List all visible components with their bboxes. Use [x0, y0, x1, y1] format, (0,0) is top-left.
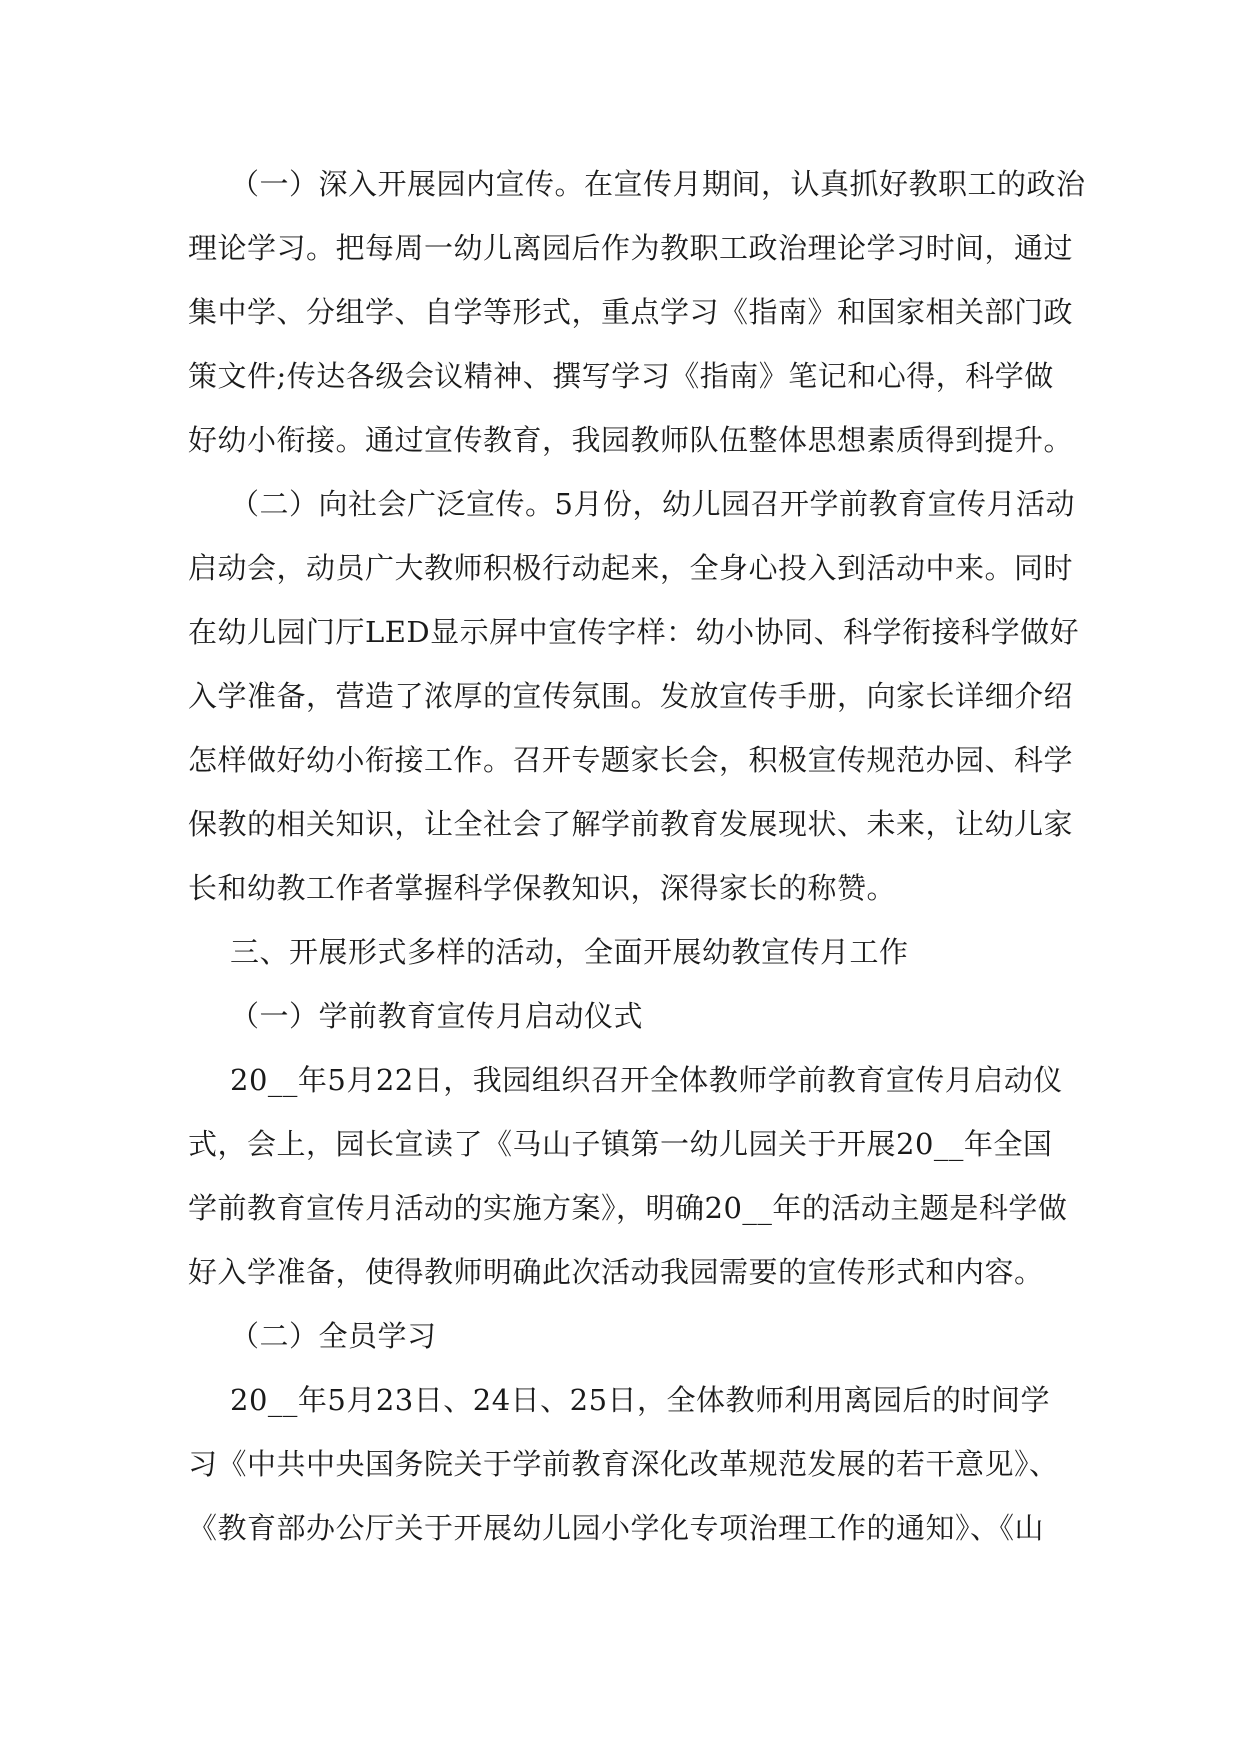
paragraph-line: 集中学、分组学、自学等形式，重点学习《指南》和国家相关部门政 — [188, 295, 1074, 329]
paragraph-line: 20__年5月23日、24日、25日，全体教师利用离园后的时间学 — [230, 1383, 1051, 1417]
section-heading: 三、开展形式多样的活动，全面开展幼教宣传月工作 — [230, 935, 909, 969]
paragraph-line: 学前教育宣传月活动的实施方案》，明确20__年的活动主题是科学做 — [188, 1191, 1068, 1225]
paragraph-line: 启动会，动员广大教师积极行动起来，全身心投入到活动中来。同时 — [188, 551, 1074, 585]
paragraph-line: （一）深入开展园内宣传。在宣传月期间，认真抓好教职工的政治 — [230, 167, 1086, 201]
paragraph-line: 策文件;传达各级会议精神、撰写学习《指南》笔记和心得，科学做 — [188, 359, 1054, 393]
paragraph-line: 理论学习。把每周一幼儿离园后作为教职工政治理论学习时间，通过 — [188, 231, 1074, 265]
paragraph-line: 保教的相关知识，让全社会了解学前教育发展现状、未来，让幼儿家 — [188, 807, 1074, 841]
subsection-heading: （二）全员学习 — [230, 1319, 437, 1353]
paragraph-line: 式，会上，园长宣读了《马山子镇第一幼儿园关于开展20__年全国 — [188, 1127, 1053, 1161]
paragraph-line: 怎样做好幼小衔接工作。召开专题家长会，积极宣传规范办园、科学 — [188, 743, 1074, 777]
document-body — [188, 152, 1086, 1560]
paragraph-line: 习《中共中央国务院关于学前教育深化改革规范发展的若干意见》、 — [188, 1447, 1059, 1481]
subsection-heading: （一）学前教育宣传月启动仪式 — [230, 999, 644, 1033]
paragraph-line: （二）向社会广泛宣传。5月份，幼儿园召开学前教育宣传月活动 — [230, 487, 1075, 521]
paragraph-line: 入学准备，营造了浓厚的宣传氛围。发放宣传手册，向家长详细介绍 — [188, 679, 1074, 713]
paragraph-line: 在幼儿园门厅LED显示屏中宣传字样：幼小协同、科学衔接科学做好 — [188, 615, 1080, 649]
paragraph-line: 好幼小衔接。通过宣传教育，我园教师队伍整体思想素质得到提升。 — [188, 423, 1074, 457]
paragraph-line: 20__年5月22日，我园组织召开全体教师学前教育宣传月启动仪 — [230, 1063, 1063, 1097]
paragraph-line: 长和幼教工作者掌握科学保教知识，深得家长的称赞。 — [188, 871, 897, 905]
paragraph-line: 好入学准备，使得教师明确此次活动我园需要的宣传形式和内容。 — [188, 1255, 1044, 1289]
paragraph-line: 《教育部办公厅关于开展幼儿园小学化专项治理工作的通知》、《山 — [188, 1511, 1045, 1545]
